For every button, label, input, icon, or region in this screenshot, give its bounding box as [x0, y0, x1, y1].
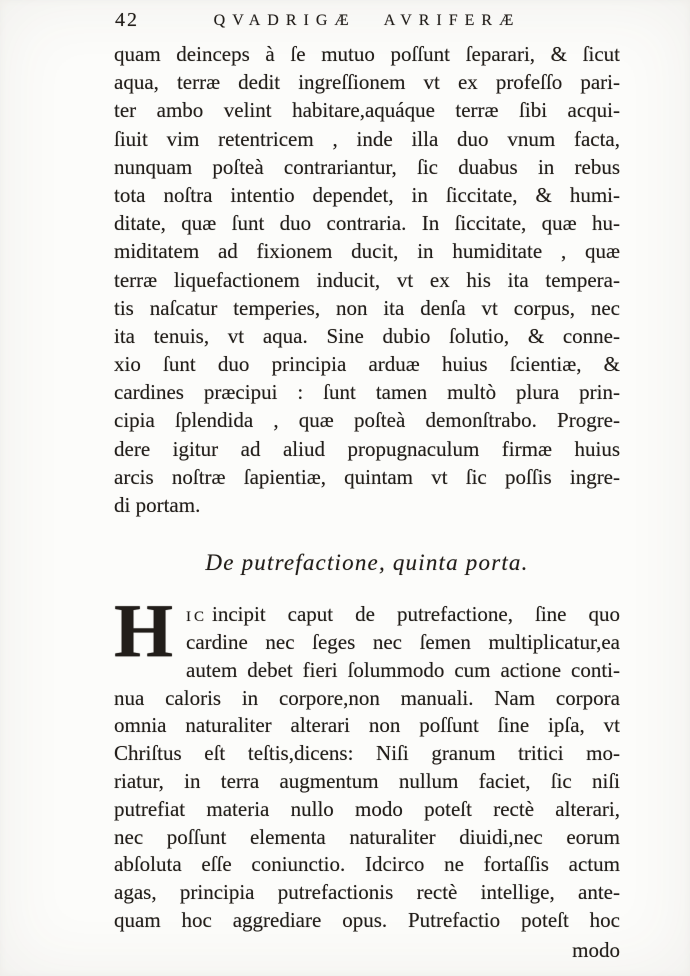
- page-number: 42: [115, 9, 139, 31]
- text-line: [186, 601, 620, 629]
- text-line: nua caloris in corpore,non manuali. Nam corpora: [114, 685, 620, 710]
- text-line: dere igitur ad aliud propugnaculum firmæ huius: [114, 436, 620, 461]
- text-line: cipia ſplendida , quæ poſteà demonſtrabo. Progre-: [114, 408, 620, 433]
- catchword: modo: [572, 937, 620, 962]
- text-line: ditate, quæ ſunt duo contraria. In ſiccitate, quæ hu-: [114, 211, 620, 236]
- paragraph-1: [114, 40, 620, 519]
- text-line: riatur, in terra augmentum nullum faciet, ſic niſi: [114, 768, 620, 793]
- text-line: quam hoc aggrediare opus. Putrefactio poteſt hoc: [114, 907, 620, 932]
- text-line: agas, principia putrefactionis rectè intellige, ante-: [114, 880, 620, 905]
- drop-cap-initial: H: [114, 589, 174, 674]
- text-line: cardine nec ſeges nec ſemen multiplicatur,ea: [186, 629, 620, 654]
- text-line: Chriſtus eſt teſtis,dicens: Niſi granum tritici mo-: [114, 741, 620, 766]
- text-line-rest: incipit caput de putrefactione, ſine quo: [212, 602, 620, 627]
- text-line: putrefiat materia nullo modo poteſt rectè alterari,: [114, 796, 620, 821]
- text-line: cardines præcipui : ſunt tamen multò plura prin-: [114, 380, 620, 405]
- text-line: nunquam poſteà contrariantur, ſic duabus in rebus: [114, 154, 620, 179]
- paragraph-2-lines: [114, 629, 620, 935]
- text-line: nec poſſunt elementa naturaliter diuidi,nec eorum: [114, 824, 620, 849]
- text-line: ſiuit vim retentricem , inde illa duo vnum facta,: [114, 126, 620, 151]
- text-line: omnia naturaliter alterari non poſſunt ſine ipſa, vt: [114, 713, 620, 738]
- text-line: arcis noſtræ ſapientiæ, quintam vt ſic poſſis ingre-: [114, 464, 620, 489]
- text-block: [114, 6, 620, 964]
- text-line: ita tenuis, vt aqua. Sine dubio ſolutio, & conne-: [114, 323, 620, 348]
- text-line: aqua, terræ dedit ingreſſionem vt ex profeſſo pari-: [114, 70, 620, 95]
- text-line: tota noſtra intentio dependet, in ſiccitate, & humi-: [114, 182, 620, 207]
- text-line: autem debet fieri ſolummodo cum actione conti-: [186, 657, 620, 682]
- page-header: [114, 6, 620, 36]
- text-line: di portam.: [114, 493, 201, 517]
- text-line: miditatem ad fixionem ducit, in humiditate , quæ: [114, 239, 620, 264]
- catchword-row: [114, 936, 620, 964]
- text-line: tis naſcatur temperies, non ita denſa vt corpus, nec: [114, 295, 620, 320]
- text-line: terræ liquefactionem inducit, vt ex his ita tempera-: [114, 267, 620, 292]
- small-caps-text: ic: [186, 602, 207, 627]
- text-line: abſoluta eſſe coniunctio. Idcirco ne fortaſſis actum: [114, 852, 620, 877]
- text-line: ter ambo velint habitare,aquáque terræ ſibi acqui-: [114, 98, 620, 123]
- paragraph-2: [114, 589, 620, 935]
- section-heading: De putrefactione, quinta porta.: [205, 550, 529, 576]
- text-line: xio ſunt duo principia arduæ huius ſcientiæ, &: [114, 352, 620, 377]
- text-line: quam deinceps à ſe mutuo poſſunt ſeparari, & ſicut: [114, 42, 620, 66]
- running-title: QVADRIGÆ AVRIFERÆ: [213, 12, 521, 29]
